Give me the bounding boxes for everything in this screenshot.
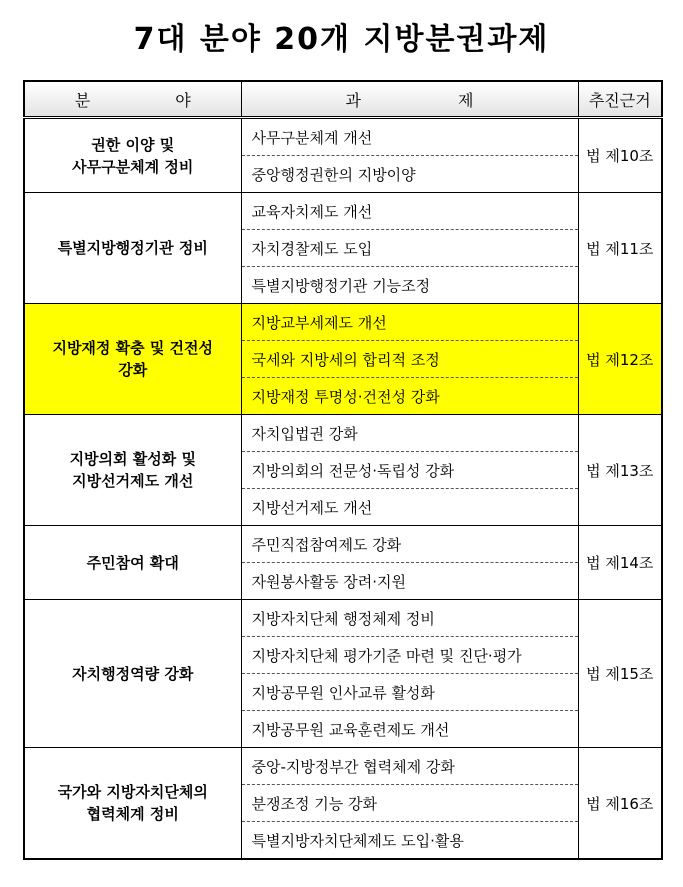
page-title: 7대 분야 20개 지방분권과제	[133, 22, 550, 57]
table-row	[24, 193, 662, 230]
field-label-line: 국가와 지방자치단체의	[57, 783, 208, 801]
task-group	[24, 526, 662, 600]
field-label-line: 권한 이양 및	[91, 135, 175, 154]
table-row	[24, 748, 662, 785]
field-label-line: 자치행정역량 강화	[72, 664, 194, 683]
task-cell: 주민직접참여제도 강화	[241, 526, 578, 563]
header-row	[24, 81, 662, 118]
field-cell	[24, 193, 241, 304]
header-task: 과 제	[241, 81, 578, 118]
table-row	[24, 118, 662, 156]
field-cell	[24, 748, 241, 860]
field-cell	[24, 526, 241, 600]
task-group	[24, 304, 662, 415]
task-cell: 특별지방자치단체제도 도입·활용	[241, 822, 578, 860]
task-cell: 중앙행정권한의 지방이양	[241, 156, 578, 193]
task-cell: 사무구분체계 개선	[241, 118, 578, 156]
task-group	[24, 748, 662, 860]
task-cell: 지방재정 투명성·건전성 강화	[241, 378, 578, 415]
basis-cell: 법 제14조	[578, 526, 662, 600]
task-group	[24, 118, 662, 193]
field-label-line: 협력체계 정비	[86, 805, 179, 823]
task-group	[24, 193, 662, 304]
task-cell: 지방공무원 교육훈련제도 개선	[241, 711, 578, 748]
task-cell: 교육자치제도 개선	[241, 193, 578, 230]
table-row	[24, 600, 662, 637]
task-cell: 지방교부세제도 개선	[241, 304, 578, 341]
table-row	[24, 304, 662, 341]
table-row	[24, 526, 662, 563]
task-cell: 지방선거제도 개선	[241, 489, 578, 526]
field-cell	[24, 118, 241, 193]
basis-cell: 법 제11조	[578, 193, 662, 304]
task-cell: 분쟁조정 기능 강화	[241, 785, 578, 822]
task-cell: 자원봉사활동 장려·지원	[241, 563, 578, 600]
basis-cell: 법 제13조	[578, 415, 662, 526]
field-label-line: 지방재정 확충 및 건전성	[52, 339, 214, 357]
task-cell: 특별지방행정기관 기능조정	[241, 267, 578, 304]
task-cell: 중앙-지방정부간 협력체제 강화	[241, 748, 578, 785]
field-label-line: 지방선거제도 개선	[72, 472, 194, 490]
field-label-line: 특별지방행정기관 정비	[57, 239, 208, 257]
task-cell: 지방공무원 인사교류 활성화	[241, 674, 578, 711]
header-basis: 추진근거	[578, 81, 662, 118]
field-cell	[24, 600, 241, 748]
task-cell: 자치경찰제도 도입	[241, 230, 578, 267]
field-cell	[24, 415, 241, 526]
field-label-line: 사무구분체계 정비	[72, 157, 194, 176]
task-group	[24, 415, 662, 526]
basis-cell: 법 제12조	[578, 304, 662, 415]
table-row	[24, 415, 662, 452]
field-label-line: 주민참여 확대	[86, 553, 179, 572]
reform-task-table	[23, 80, 663, 860]
task-cell: 자치입법권 강화	[241, 415, 578, 452]
field-cell	[24, 304, 241, 415]
basis-cell: 법 제10조	[578, 118, 662, 193]
task-group	[24, 600, 662, 748]
field-label-line: 강화	[118, 361, 148, 379]
header-field: 분 야	[24, 81, 241, 118]
basis-cell: 법 제15조	[578, 600, 662, 748]
field-label-line: 지방의회 활성화 및	[69, 450, 196, 468]
basis-cell: 법 제16조	[578, 748, 662, 860]
task-cell: 국세와 지방세의 합리적 조정	[241, 341, 578, 378]
task-cell: 지방의회의 전문성·독립성 강화	[241, 452, 578, 489]
task-cell: 지방자치단체 평가기준 마련 및 진단·평가	[241, 637, 578, 674]
task-cell: 지방자치단체 행정체제 정비	[241, 600, 578, 637]
